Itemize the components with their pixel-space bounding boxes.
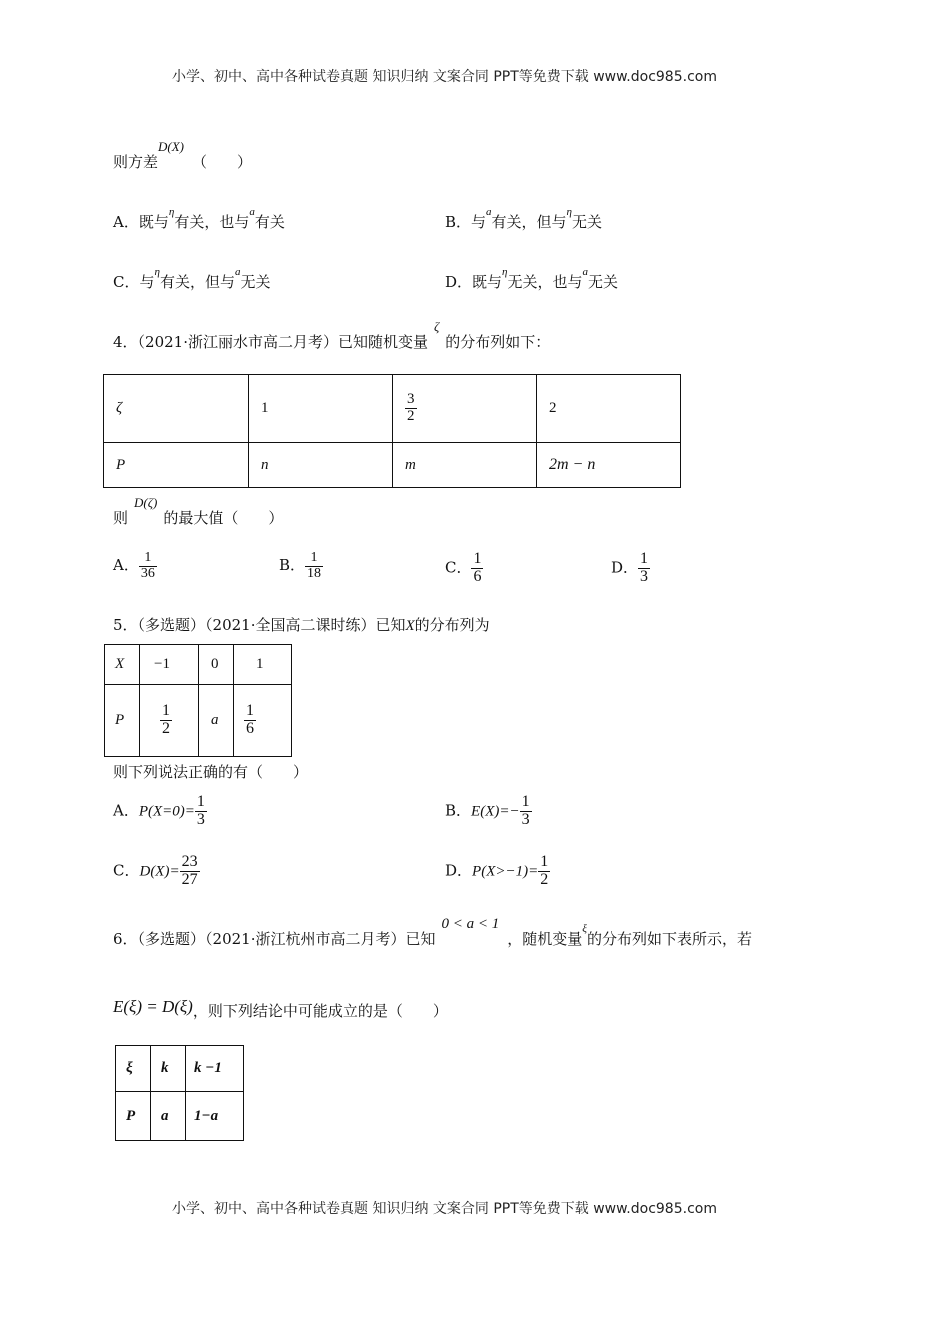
q4-option-d[interactable]: D． $\frac{1}{3}$: [611, 550, 649, 585]
page-footer: 小学、初中、高中各种试卷真题 知识归纳 文案合同 PPT等免费下载 www.doc985.com: [172, 1201, 717, 1217]
q6-stem: 6．（多选题）（2021·浙江杭州市高二月考）已知0 < a < 1，随机变量$^\xi$的分布列如下表所示，若: [113, 916, 752, 948]
q4-cell-1: 1: [249, 375, 393, 443]
q5-option-d[interactable]: D．P(X>−1)= $\frac{1}{2}$: [445, 853, 549, 888]
q3-option-a[interactable]: A．既与$^\eta$有关，也与$^a$有关: [113, 206, 285, 231]
q4-option-b[interactable]: B． $\frac{1}{18}$: [279, 550, 322, 581]
q3-option-d[interactable]: D．既与$^\eta$无关，也与$^a$无关: [445, 266, 619, 291]
q3-stem: 则方差D(X)（ ）: [113, 139, 253, 171]
q4-distribution-table: [103, 374, 681, 488]
q4-cell-2: 2: [537, 375, 681, 443]
q5-option-c[interactable]: C．D(X)= $\frac{23}{27}$: [113, 853, 198, 888]
q4-cell-n: n: [249, 443, 393, 488]
q4-cell-2m-n: 2m − n: [537, 443, 681, 488]
q4-option-c[interactable]: C． $\frac{1}{6}$: [445, 550, 482, 585]
q4-cell-frac: $\frac{3}{2}$: [393, 375, 537, 443]
q5-distribution-table: X −1 0 1 P $\frac{1}{2}$ a $\frac{1}{6}$: [104, 644, 292, 757]
q4-cell-p: P: [104, 443, 249, 488]
q5-option-b[interactable]: B．E(X)=− $\frac{1}{3}$: [445, 793, 530, 828]
q3-option-b[interactable]: B．与$^a$有关，但与$^\eta$无关: [445, 206, 603, 231]
q5-after: 则下列说法正确的有（ ）: [113, 763, 309, 781]
q4-option-a[interactable]: A． $\frac{1}{36}$: [113, 550, 155, 581]
q3-variance-symbol: D(X): [158, 139, 185, 154]
q3-option-c[interactable]: C．与$^\eta$有关，但与$^a$无关: [113, 266, 271, 291]
q6-condition: E(ξ) = D(ξ)，则下列结论中可能成立的是（ ）: [113, 997, 448, 1020]
q4-stem: 4．（2021·浙江丽水市高二月考）已知随机变量ζ的分布列如下：: [113, 319, 551, 351]
q6-distribution-table: ξ k k −1 P a 1−a: [115, 1045, 244, 1141]
q4-after: 则D(ζ)的最大值（ ）: [113, 495, 284, 527]
q5-stem: 5．（多选题）（2021·全国高二课时练）已知X的分布列为: [113, 616, 490, 634]
q4-cell-var: ζ: [104, 375, 249, 443]
page-header: 小学、初中、高中各种试卷真题 知识归纳 文案合同 PPT等免费下载 www.doc985.com: [172, 69, 717, 85]
q5-option-a[interactable]: A．P(X=0)= $\frac{1}{3}$: [113, 793, 205, 828]
q4-cell-m: m: [393, 443, 537, 488]
